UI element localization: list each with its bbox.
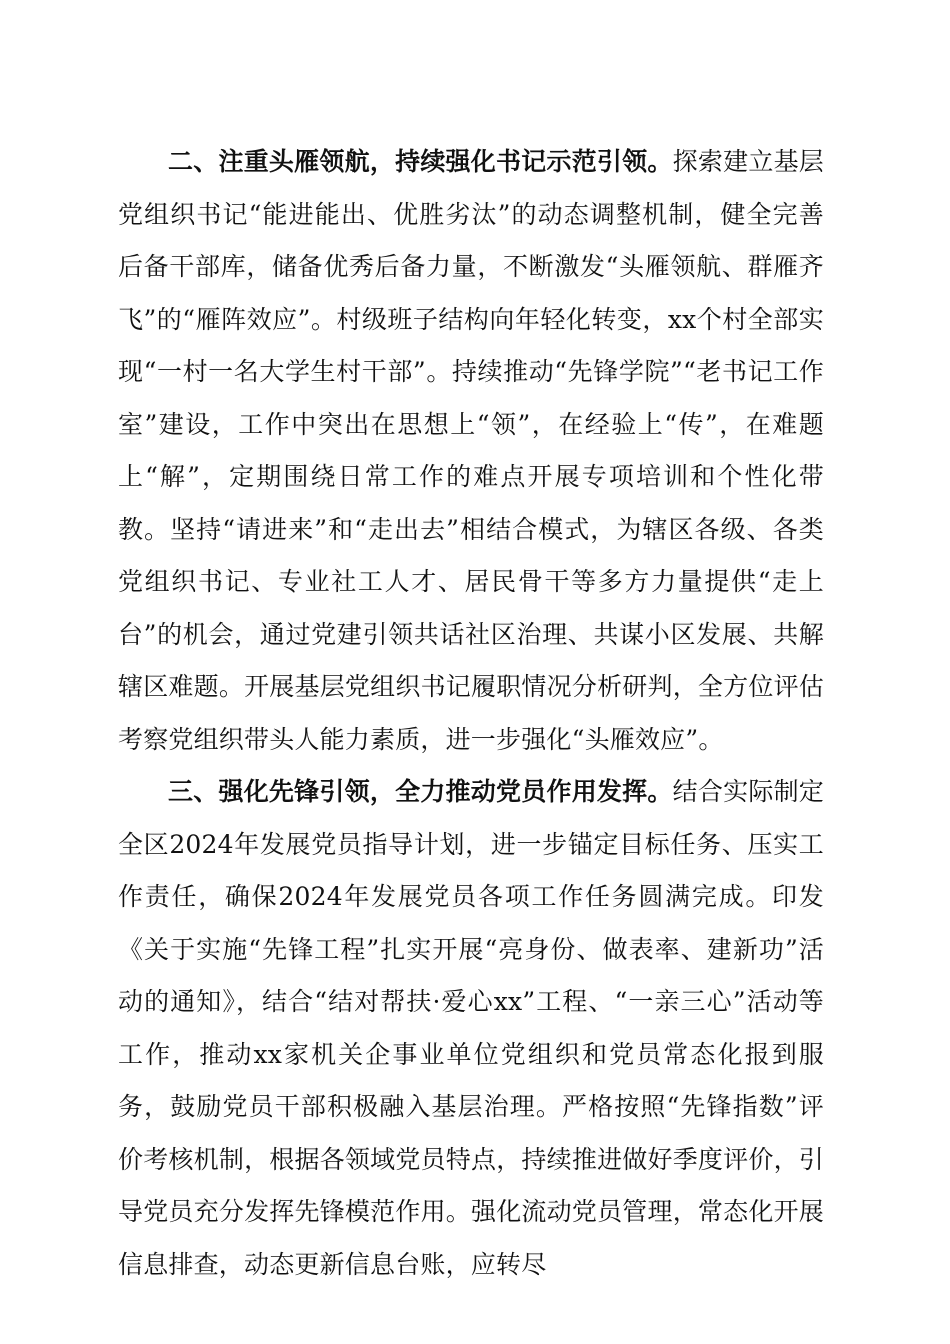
paragraph-3-text: 结合实际制定全区2024年发展党员指导计划，进一步锚定目标任务、压实工作责任，确保2024年发展党员各项工作任务圆满完成。印发《关于实施“先锋工程”扎实开展“亮身份、做表率、建新功”活动的通知》，结合“结对帮扶·爱心xx”工程、“一亲三心”活动等工作，推动xx家机关企事业单位党组织和党员常态化报到服务，鼓励党员干部积极融入基层治理。严格按照“先锋指数”评价考核机制，根据各领域党员特点，持续推进做好季度评价，引导党员充分发挥先锋模范作用。强化流动党员管理，常态化开展信息排查，动态更新信息台账，应转尽 <box>118 777 824 1279</box>
paragraph-2-heading: 二、注重头雁领航，持续强化书记示范引领。 <box>168 147 673 176</box>
document-body <box>118 136 824 1291</box>
paragraph-2 <box>118 136 824 766</box>
paragraph-2-text: 探索建立基层党组织书记“能进能出、优胜劣汰”的动态调整机制，健全完善后备干部库，储备优秀后备力量，不断激发“头雁领航、群雁齐飞”的“雁阵效应”。村级班子结构向年轻化转变，xx个村全部实现“一村一名大学生村干部”。持续推动“先锋学院”“老书记工作室”建设，工作中突出在思想上“领”，在经验上“传”，在难题上“解”，定期围绕日常工作的难点开展专项培训和个性化带教。坚持“请进来”和“走出去”相结合模式，为辖区各级、各类党组织书记、专业社工人才、居民骨干等多方力量提供“走上台”的机会，通过党建引领共话社区治理、共谋小区发展、共解辖区难题。开展基层党组织书记履职情况分析研判，全方位评估考察党组织带头人能力素质，进一步强化“头雁效应”。 <box>118 147 824 754</box>
paragraph-3 <box>118 766 824 1291</box>
paragraph-3-heading: 三、强化先锋引领，全力推动党员作用发挥。 <box>168 777 673 806</box>
